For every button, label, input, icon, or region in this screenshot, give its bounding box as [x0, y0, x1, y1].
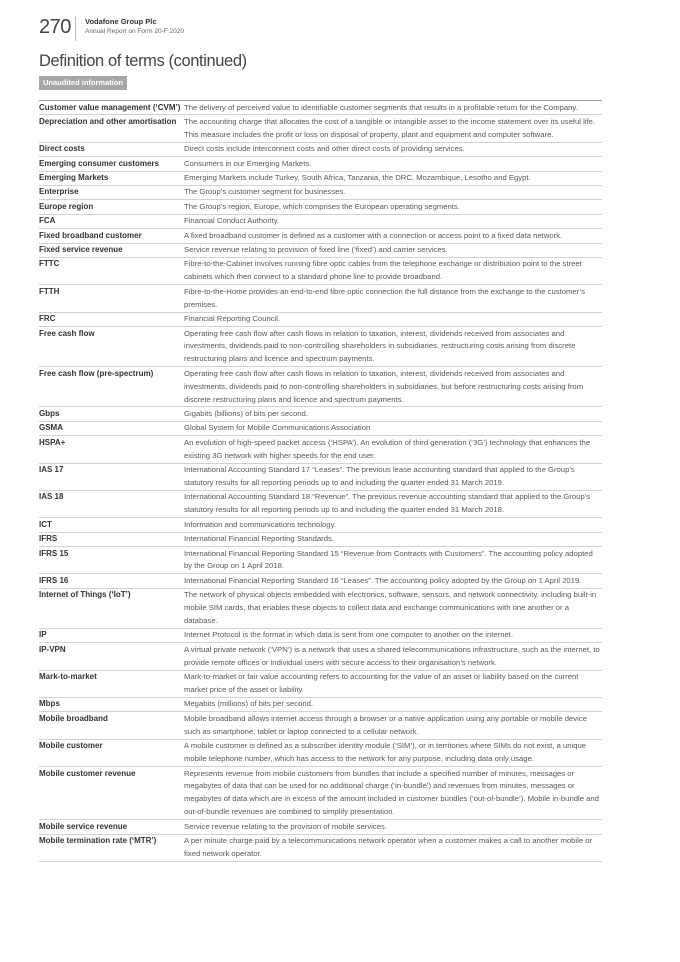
definition-row [39, 533, 602, 547]
definition-term: IAS 17 [39, 465, 64, 475]
definition-text: The Group’s customer segment for businesses. [184, 187, 346, 197]
definition-row [39, 143, 602, 157]
definition-term: IP [39, 630, 47, 640]
definition-term: FCA [39, 216, 56, 226]
definition-term: FRC [39, 314, 56, 324]
definition-term: IFRS [39, 534, 58, 544]
definition-term: ICT [39, 519, 52, 529]
header-divider [75, 17, 76, 41]
definition-text: The network of physical objects embedded with electronics, software, sensors, and network connectivity, including built-in mobile SIM cards, that enables these objects to collect data and exchange communications with one another or a database. [184, 590, 597, 626]
definition-term: HSPA+ [39, 437, 66, 447]
definition-text: Represents revenue from mobile customers from bundles that include a specified number of minutes, messages or megabytes of data that can be used for no additional charge (‘in-bundle’) and revenues from minutes, messages or megabytes of data which are in excess of the amount included in customer bundles (‘out-of-bundle’). Mobile in-bundle and out-of-bundle revenues are combined to simplify presentation. [184, 768, 599, 817]
definition-row [39, 407, 602, 421]
definition-row [39, 313, 602, 327]
definitions-table [39, 100, 602, 862]
definition-term: Direct costs [39, 144, 85, 154]
definition-text: Financial Reporting Council. [184, 314, 281, 324]
definition-term: Emerging Markets [39, 173, 109, 183]
definition-term: Mobile customer [39, 741, 103, 751]
definition-term: Enterprise [39, 187, 79, 197]
definition-term: GSMA [39, 423, 63, 433]
definition-text: Operating free cash flow after cash flows in relation to taxation, interest, dividends received from associates and investments, dividends paid to non-controlling shareholders in subsidiaries, but before restructuring costs arising from discrete restructuring plans and licence and spectrum payments. [184, 368, 584, 404]
definition-row [39, 518, 602, 532]
definition-row [39, 464, 602, 491]
definition-term: FTTC [39, 259, 60, 269]
definition-term: Customer value management (‘CVM’) [39, 102, 181, 112]
definition-row [39, 200, 602, 214]
definition-text: Operating free cash flow after cash flows in relation to taxation, interest, dividends received from associates and investments, dividends paid to non-controlling shareholders in subsidiaries, restructuring costs arising from discrete restructuring plans and licence and spectrum payments. [184, 328, 576, 364]
definition-row [39, 574, 602, 588]
definition-term: Internet of Things (‘IoT’) [39, 590, 131, 600]
definition-term: Mobile customer revenue [39, 768, 136, 778]
definition-text: Fibre-to-the-Cabinet involves running fibre optic cables from the telephone exchange or distribution point to the street cabinets which then connect to a standard phone line to provide broadband. [184, 259, 582, 282]
page-title: Definition of terms (continued) [39, 52, 247, 70]
definition-text: A mobile customer is defined as a subscriber identity module (‘SIM’), or in territories where SIMs do not exist, a unique mobile telephone number, which has access to the network for any purpose, including data only usage. [184, 741, 587, 764]
definition-text: International Financial Reporting Standards. [184, 534, 334, 544]
definition-text: International Financial Reporting Standard 16 “Leases”. The accounting policy adopted by the Group on 1 April 2019. [184, 575, 582, 585]
definition-row [39, 835, 602, 862]
definition-row [39, 101, 602, 115]
definition-term: Mbps [39, 699, 60, 709]
definition-term: Emerging consumer customers [39, 158, 160, 168]
definition-row [39, 367, 602, 407]
definition-text: Gigabits (billions) of bits per second. [184, 408, 308, 418]
definition-text: Megabits (millions) of bits per second. [184, 699, 314, 709]
definition-text: Consumers in our Emerging Markets. [184, 158, 312, 168]
definition-term: Europe region [39, 201, 94, 211]
definition-term: FTTH [39, 286, 60, 296]
definition-term: Mobile termination rate (‘MTR’) [39, 836, 157, 846]
definition-term: Mark-to-market [39, 672, 97, 682]
definition-text: A per minute charge paid by a telecommunications network operator when a customer makes a call to another mobile or fixed network operator. [184, 836, 593, 858]
definition-term: Free cash flow (pre-spectrum) [39, 368, 154, 378]
definition-text: Information and communications technology. [184, 519, 336, 529]
definition-text: Emerging Markets include Turkey, South Africa, Tanzania, the DRC, Mozambique, Lesotho and Egypt. [184, 173, 531, 183]
definition-row [39, 436, 602, 463]
definition-row [39, 157, 602, 171]
definition-row [39, 767, 602, 820]
definition-text: Mark-to-market or fair value accounting refers to accounting for the value of an asset or liability based on the current market price of the asset or liability. [184, 672, 579, 695]
definition-text: The delivery of perceived value to identifiable customer segments that results in a profitable return for the Company. [184, 102, 578, 112]
definition-term: IP-VPN [39, 644, 66, 654]
definition-text: Global System for Mobile Communications Association [184, 423, 371, 433]
definition-row [39, 671, 602, 698]
definition-term: Free cash flow [39, 328, 95, 338]
definition-row [39, 327, 602, 367]
definition-text: A fixed broadband customer is defined as a customer with a connection or access point to a fixed data network. [184, 230, 563, 240]
definition-row [39, 215, 602, 229]
definition-text: Direct costs include interconnect costs and other direct costs of providing services. [184, 144, 465, 154]
definition-term: Fixed broadband customer [39, 230, 142, 240]
definition-text: Mobile broadband allows internet access through a browser or a native application using any portable or mobile device such as smartphone, tablet or laptop connected to a cellular network. [184, 713, 587, 736]
definition-term: IFRS 16 [39, 575, 69, 585]
definition-row [39, 285, 602, 312]
definition-row [39, 629, 602, 643]
page-number: 270 [39, 16, 71, 38]
definition-row [39, 712, 602, 739]
definition-text: International Financial Reporting Standard 15 “Revenue from Contracts with Customers”. The accounting policy adopted by the Group on 1 April 2018. [184, 548, 593, 571]
unaudited-badge: Unaudited information [39, 76, 127, 90]
page-header [39, 14, 639, 42]
definition-row [39, 115, 602, 142]
definition-term: Mobile broadband [39, 713, 108, 723]
definition-row [39, 258, 602, 285]
definition-text: Internet Protocol is the format in which data is sent from one computer to another on the internet. [184, 630, 514, 640]
definition-row [39, 172, 602, 186]
definition-row [39, 491, 602, 518]
definition-term: IFRS 15 [39, 548, 69, 558]
definition-text: Service revenue relating to the provision of mobile services. [184, 821, 387, 831]
report-name: Annual Report on Form 20-F 2020 [85, 28, 184, 35]
definition-text: The accounting charge that allocates the cost of a tangible or intangible asset to the income statement over its useful life. This measure includes the profit or loss on disposal of property, plant and equipment and computer software. [184, 116, 596, 139]
definition-row [39, 244, 602, 258]
definition-text: The Group’s region, Europe, which comprises the European operating segments. [184, 201, 460, 211]
definition-row [39, 547, 602, 574]
definition-row [39, 740, 602, 767]
definition-row [39, 422, 602, 436]
definition-term: Gbps [39, 408, 60, 418]
definition-term: Depreciation and other amortisation [39, 116, 177, 126]
definition-row [39, 229, 602, 243]
definition-row [39, 698, 602, 712]
definition-text: International Accounting Standard 18 “Revenue”. The previous revenue accounting standard that applied to the Group’s statutory results for all reporting periods up to and including the quarter ended 31 March 2018. [184, 492, 591, 515]
definition-row [39, 820, 602, 834]
definition-term: Fixed service revenue [39, 245, 123, 255]
definition-text: International Accounting Standard 17 “Leases”. The previous lease accounting standard that applied to the Group’s statutory results for all reporting periods up to and including the quarter ended 31 March 2019. [184, 465, 575, 487]
definition-row [39, 589, 602, 629]
definition-term: Mobile service revenue [39, 821, 128, 831]
definition-row [39, 186, 602, 200]
definition-term: IAS 18 [39, 492, 64, 502]
definition-text: A virtual private network (‘VPN’) is a network that uses a shared telecommunications infrastructure, such as the internet, to provide remote offices or individual users with secure access to their organisation’s network. [184, 644, 600, 667]
definition-text: Fibre-to-the-Home provides an end-to-end fibre optic connection the full distance from the exchange to the customer’s premises. [184, 286, 585, 309]
definition-text: Service revenue relating to provision of fixed line (‘fixed’) and carrier services. [184, 245, 448, 255]
definition-text: Financial Conduct Authority. [184, 216, 280, 226]
company-name: Vodafone Group Plc [85, 17, 157, 26]
definition-row [39, 643, 602, 670]
definition-text: An evolution of high-speed packet access (‘HSPA’). An evolution of third generation (‘3G’) technology that enhances the existing 3G network with higher speeds for the end user. [184, 437, 591, 460]
